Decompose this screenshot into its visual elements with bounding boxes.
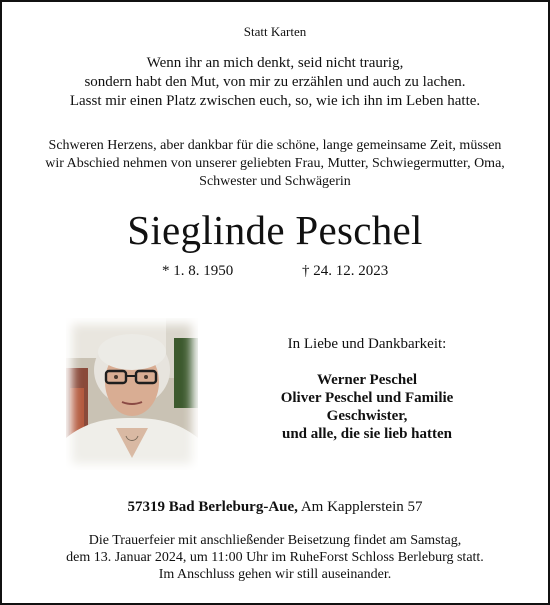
family-member: Werner Peschel — [316, 372, 418, 388]
address-street: Am Kapplerstein 57 — [297, 499, 423, 515]
intro-line: Schweren Herzens, aber dankbar für die schöne, lange gemeinsame Zeit, müssen — [48, 138, 502, 153]
family-member: Geschwister, — [326, 408, 408, 424]
closing-line: Im Anschluss gehen wir still auseinander. — [158, 567, 392, 582]
address — [2, 499, 548, 516]
closing-line: Die Trauerfeier mit anschließender Beisetzung findet am Samstag, — [88, 533, 462, 548]
birth-date: * 1. 8. 1950 — [162, 263, 234, 279]
poem-line: Lasst mir einen Platz zwischen euch, so, wie ich ihn im Leben hatte. — [69, 93, 481, 109]
family-member: Oliver Peschel und Familie — [280, 390, 454, 406]
portrait-photo — [66, 318, 198, 470]
intro-line: Schwester und Schwägerin — [199, 174, 351, 189]
poem-line: sondern habt den Mut, von mir zu erzählen und auch zu lachen. — [84, 74, 466, 90]
poem — [2, 54, 548, 111]
deceased-name: Sieglinde Peschel — [127, 207, 423, 253]
closing-line: dem 13. Januar 2024, um 11:00 Uhr im RuheForst Schloss Berleburg statt. — [66, 550, 484, 565]
photo-vignette — [66, 318, 198, 470]
death-date: † 24. 12. 2023 — [302, 263, 389, 279]
family-members — [252, 371, 482, 443]
closing-text — [2, 532, 548, 583]
poem-line: Wenn ihr an mich denkt, seid nicht traurig, — [146, 55, 404, 71]
family-heading: In Liebe und Dankbarkeit: — [287, 336, 447, 352]
family-member: und alle, die sie lieb hatten — [281, 426, 453, 442]
intro-line: wir Abschied nehmen von unserer geliebten Frau, Mutter, Schwiegermutter, Oma, — [45, 156, 505, 171]
address-town: 57319 Bad Berleburg-Aue, — [127, 499, 298, 515]
statt-karten-label: Statt Karten — [243, 24, 307, 39]
intro-text — [2, 137, 548, 191]
